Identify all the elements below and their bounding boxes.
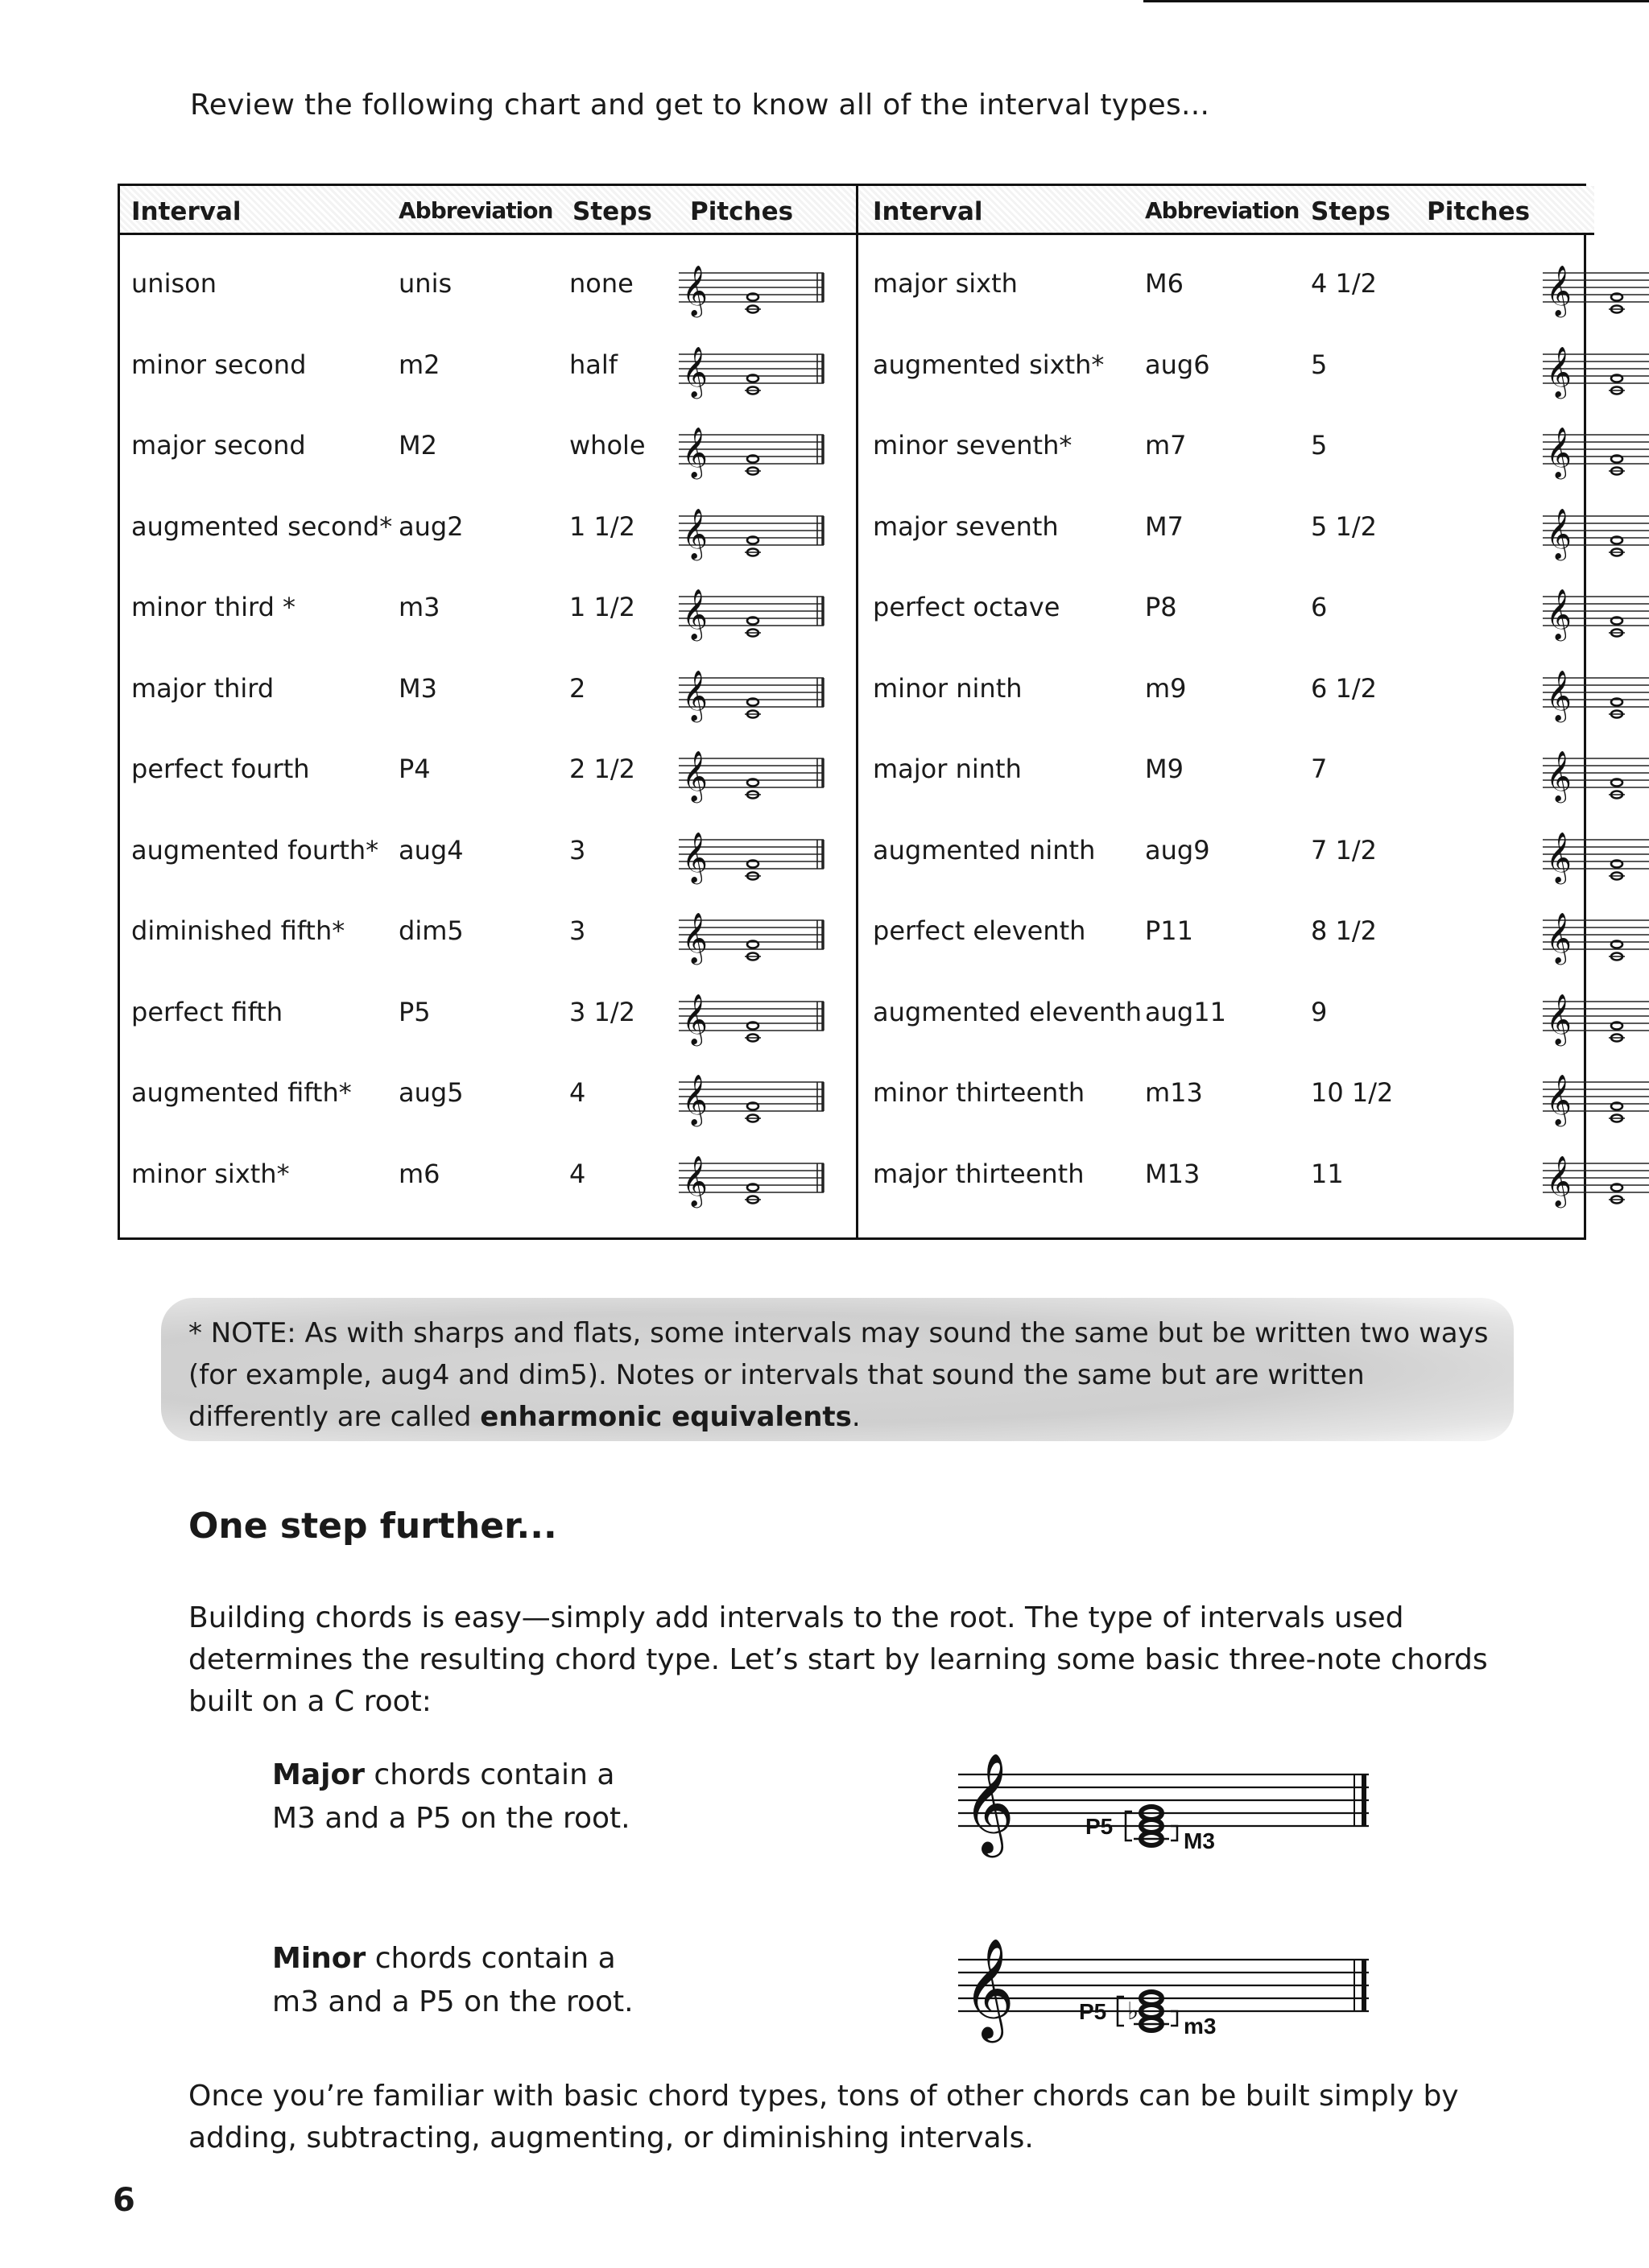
chart-right-half xyxy=(858,186,1594,1237)
table-row xyxy=(120,330,856,411)
table-row xyxy=(120,572,856,653)
interval-abbreviation: aug9 xyxy=(1145,834,1210,865)
pitch-staff xyxy=(1543,1146,1649,1213)
interval-name: augmented sixth* xyxy=(873,349,1105,380)
interval-abbreviation: M13 xyxy=(1145,1158,1201,1189)
interval-name: perfect fifth xyxy=(131,996,283,1027)
interval-abbreviation: aug11 xyxy=(1145,996,1226,1027)
pitch-staff xyxy=(679,255,832,323)
major-label: Major xyxy=(272,1758,365,1791)
table-row xyxy=(858,1058,1594,1138)
interval-name: minor third * xyxy=(131,592,296,622)
header-pitches: Pitches xyxy=(690,197,794,226)
major-line2: M3 and a P5 on the root. xyxy=(272,1802,630,1835)
pitch-staff xyxy=(1543,1064,1649,1132)
interval-abbreviation: aug2 xyxy=(399,510,464,542)
note-text xyxy=(188,1312,1509,1438)
interval-abbreviation: m9 xyxy=(1145,672,1187,704)
pitch-staff xyxy=(1543,903,1649,970)
table-row xyxy=(858,654,1594,734)
table-row xyxy=(120,492,856,572)
table-row xyxy=(120,816,856,896)
third-bracket xyxy=(1171,2011,1177,2026)
table-row xyxy=(120,896,856,977)
interval-steps: 4 xyxy=(569,1158,586,1189)
treble-clef-icon: 𝄞 xyxy=(682,1074,708,1125)
treble-clef-icon: 𝄞 xyxy=(1546,589,1572,639)
interval-steps: 5 xyxy=(1311,430,1328,461)
treble-clef-icon: 𝄞 xyxy=(963,1938,1015,2039)
interval-name: perfect eleventh xyxy=(873,915,1086,946)
treble-clef-icon: 𝄞 xyxy=(682,831,708,882)
interval-steps: 3 1/2 xyxy=(569,996,636,1027)
flat-icon: ♭ xyxy=(1127,1997,1139,2026)
header-interval: Interval xyxy=(131,197,242,226)
pitch-staff xyxy=(1543,660,1649,728)
interval-name: unison xyxy=(131,268,217,299)
interval-steps: 9 xyxy=(1311,996,1328,1027)
interval-abbreviation: m3 xyxy=(399,592,440,622)
interval-abbreviation: aug5 xyxy=(399,1077,464,1108)
header-abbreviation: Abbreviation xyxy=(1145,197,1300,224)
interval-abbreviation: M9 xyxy=(1145,754,1184,784)
treble-clef-icon: 𝄞 xyxy=(1546,265,1572,316)
interval-abbreviation: m13 xyxy=(1145,1077,1203,1108)
interval-name: perfect octave xyxy=(873,592,1060,622)
interval-steps: 5 xyxy=(1311,349,1328,380)
table-row xyxy=(858,1139,1594,1220)
chart-header-left xyxy=(120,186,856,235)
interval-name: augmented fifth* xyxy=(131,1077,352,1108)
treble-clef-icon: 𝄞 xyxy=(1546,1155,1572,1206)
table-row xyxy=(120,654,856,734)
interval-name: minor second xyxy=(131,349,307,380)
interval-steps: whole xyxy=(569,430,646,461)
pitch-staff xyxy=(679,498,832,566)
table-row xyxy=(120,411,856,491)
interval-name: minor thirteenth xyxy=(873,1077,1085,1108)
pitch-staff xyxy=(679,822,832,890)
interval-abbreviation: dim5 xyxy=(399,915,464,946)
treble-clef-icon: 𝄞 xyxy=(1546,831,1572,882)
pitch-staff xyxy=(1543,741,1649,808)
pitch-staff xyxy=(679,1146,832,1213)
major-line1: chords contain a xyxy=(364,1758,615,1791)
minor-chord-staff xyxy=(958,1924,1377,2069)
interval-steps: 6 1/2 xyxy=(1311,672,1378,704)
minor-line1: chords contain a xyxy=(366,1942,616,1975)
pitch-staff xyxy=(1543,498,1649,566)
table-row xyxy=(858,734,1594,815)
pitch-staff xyxy=(679,1064,832,1132)
pitch-staff xyxy=(1543,255,1649,323)
note-text-end: . xyxy=(851,1401,861,1433)
interval-steps: 1 1/2 xyxy=(569,510,636,542)
section-title: One step further... xyxy=(188,1506,557,1547)
top-rule xyxy=(1143,0,1649,2)
table-row xyxy=(858,492,1594,572)
header-abbreviation: Abbreviation xyxy=(399,197,553,224)
third-bracket xyxy=(1171,1826,1177,1840)
pitch-staff xyxy=(1543,822,1649,890)
table-row xyxy=(858,330,1594,411)
pitch-staff xyxy=(679,903,832,970)
table-row xyxy=(858,896,1594,977)
interval-name: major third xyxy=(131,672,275,704)
third-label: M3 xyxy=(1184,1828,1215,1853)
pitch-staff xyxy=(679,337,832,404)
interval-abbreviation: M6 xyxy=(1145,268,1184,299)
interval-abbreviation: M2 xyxy=(399,430,437,461)
interval-steps: 1 1/2 xyxy=(569,592,636,622)
treble-clef-icon: 𝄞 xyxy=(682,427,708,477)
note-text-main: * NOTE: As with sharps and flats, some intervals may sound the same but be written two ways (for example, aug4 and dim5). Notes or intervals that sound the same but are written differently are called xyxy=(188,1317,1489,1433)
table-row xyxy=(858,411,1594,491)
treble-clef-icon: 𝄞 xyxy=(1546,427,1572,477)
treble-clef-icon: 𝄞 xyxy=(682,750,708,801)
interval-name: major seventh xyxy=(873,510,1059,542)
table-row xyxy=(120,734,856,815)
interval-abbreviation: m7 xyxy=(1145,430,1187,461)
p5-label: P5 xyxy=(1085,1814,1114,1839)
interval-name: augmented second* xyxy=(131,510,393,542)
treble-clef-icon: 𝄞 xyxy=(1546,345,1572,397)
interval-name: minor seventh* xyxy=(873,430,1072,461)
interval-steps: half xyxy=(569,349,618,380)
interval-name: augmented fourth* xyxy=(131,834,379,865)
intro-text: Review the following chart and get to know all of the interval types... xyxy=(190,89,1210,122)
interval-abbreviation: aug6 xyxy=(1145,349,1210,380)
interval-steps: 10 1/2 xyxy=(1311,1077,1394,1108)
interval-name: major thirteenth xyxy=(873,1158,1085,1189)
header-pitches: Pitches xyxy=(1427,197,1531,226)
interval-name: diminished fifth* xyxy=(131,915,345,946)
treble-clef-icon: 𝄞 xyxy=(682,993,708,1044)
table-row xyxy=(858,977,1594,1058)
pitch-staff xyxy=(679,741,832,808)
treble-clef-icon: 𝄞 xyxy=(682,265,708,316)
interval-chart xyxy=(118,184,1586,1240)
treble-clef-icon: 𝄞 xyxy=(682,669,708,721)
pitch-staff xyxy=(1543,337,1649,404)
interval-steps: 5 1/2 xyxy=(1311,510,1378,542)
interval-abbreviation: M7 xyxy=(1145,510,1184,542)
interval-abbreviation: aug4 xyxy=(399,834,464,865)
major-chord-text xyxy=(272,1754,630,1840)
table-row xyxy=(120,249,856,329)
interval-steps: 2 1/2 xyxy=(569,754,636,784)
pitch-staff xyxy=(679,579,832,647)
interval-abbreviation: P5 xyxy=(399,996,431,1027)
third-label: m3 xyxy=(1184,2014,1217,2039)
interval-steps: 3 xyxy=(569,834,586,865)
table-row xyxy=(858,816,1594,896)
treble-clef-icon: 𝄞 xyxy=(1546,507,1572,559)
interval-steps: 6 xyxy=(1311,592,1328,622)
table-row xyxy=(858,572,1594,653)
interval-steps: 4 1/2 xyxy=(1311,268,1378,299)
minor-label: Minor xyxy=(272,1942,366,1975)
pitch-staff xyxy=(1543,984,1649,1051)
chords-paragraph: Building chords is easy—simply add intervals to the root. The type of intervals used determines the resulting chord type. Let’s start by learning some basic three-note chords built on a C root: xyxy=(188,1601,1488,1718)
interval-steps: none xyxy=(569,268,634,299)
closing-paragraph: Once you’re familiar with basic chord types, tons of other chords can be built simply by adding, subtracting, augmenting, or diminishing intervals. xyxy=(188,2080,1459,2154)
note-box xyxy=(161,1298,1514,1441)
interval-steps: 2 xyxy=(569,672,586,704)
pitch-staff xyxy=(1543,579,1649,647)
interval-name: major second xyxy=(131,430,306,461)
table-row xyxy=(858,249,1594,329)
treble-clef-icon: 𝄞 xyxy=(1546,1074,1572,1125)
pitch-staff xyxy=(679,984,832,1051)
interval-name: perfect fourth xyxy=(131,754,310,784)
treble-clef-icon: 𝄞 xyxy=(682,345,708,397)
page-number: 6 xyxy=(113,2182,135,2219)
table-row xyxy=(120,1139,856,1220)
chart-left-half xyxy=(120,186,856,1237)
treble-clef-icon: 𝄞 xyxy=(682,589,708,639)
interval-abbreviation: m2 xyxy=(399,349,440,380)
interval-steps: 7 1/2 xyxy=(1311,834,1378,865)
major-chord-staff xyxy=(958,1739,1377,1884)
treble-clef-icon: 𝄞 xyxy=(682,912,708,963)
pitch-staff xyxy=(679,417,832,485)
p5-label: P5 xyxy=(1079,1999,1107,2024)
interval-abbreviation: P4 xyxy=(399,754,431,784)
interval-name: major ninth xyxy=(873,754,1022,784)
treble-clef-icon: 𝄞 xyxy=(1546,669,1572,721)
treble-clef-icon: 𝄞 xyxy=(682,1155,708,1206)
interval-steps: 8 1/2 xyxy=(1311,915,1378,946)
interval-abbreviation: P8 xyxy=(1145,592,1177,622)
interval-name: augmented ninth xyxy=(873,834,1096,865)
interval-steps: 3 xyxy=(569,915,586,946)
minor-line2: m3 and a P5 on the root. xyxy=(272,1985,634,2018)
interval-name: major sixth xyxy=(873,268,1018,299)
chart-header-right xyxy=(858,186,1594,235)
interval-name: augmented eleventh xyxy=(873,996,1143,1027)
interval-abbreviation: unis xyxy=(399,268,453,299)
pitch-staff xyxy=(1543,417,1649,485)
treble-clef-icon: 𝄞 xyxy=(1546,750,1572,801)
interval-abbreviation: P11 xyxy=(1145,915,1194,946)
staff-lines xyxy=(958,1960,1369,2011)
note-bold-term: enharmonic equivalents xyxy=(480,1401,852,1433)
interval-steps: 11 xyxy=(1311,1158,1344,1189)
table-row xyxy=(120,977,856,1058)
pitch-staff xyxy=(679,660,832,728)
header-interval: Interval xyxy=(873,197,983,226)
header-steps: Steps xyxy=(1311,197,1391,226)
interval-abbreviation: M3 xyxy=(399,672,437,704)
treble-clef-icon: 𝄞 xyxy=(963,1753,1015,1853)
staff-lines xyxy=(958,1774,1369,1826)
minor-chord-text xyxy=(272,1937,634,2024)
table-row xyxy=(120,1058,856,1138)
interval-steps: 4 xyxy=(569,1077,586,1108)
header-steps: Steps xyxy=(572,197,652,226)
treble-clef-icon: 𝄞 xyxy=(1546,993,1572,1044)
interval-name: minor sixth* xyxy=(131,1158,290,1189)
interval-abbreviation: m6 xyxy=(399,1158,440,1189)
interval-steps: 7 xyxy=(1311,754,1328,784)
interval-name: minor ninth xyxy=(873,672,1023,704)
treble-clef-icon: 𝄞 xyxy=(1546,912,1572,963)
treble-clef-icon: 𝄞 xyxy=(682,507,708,559)
